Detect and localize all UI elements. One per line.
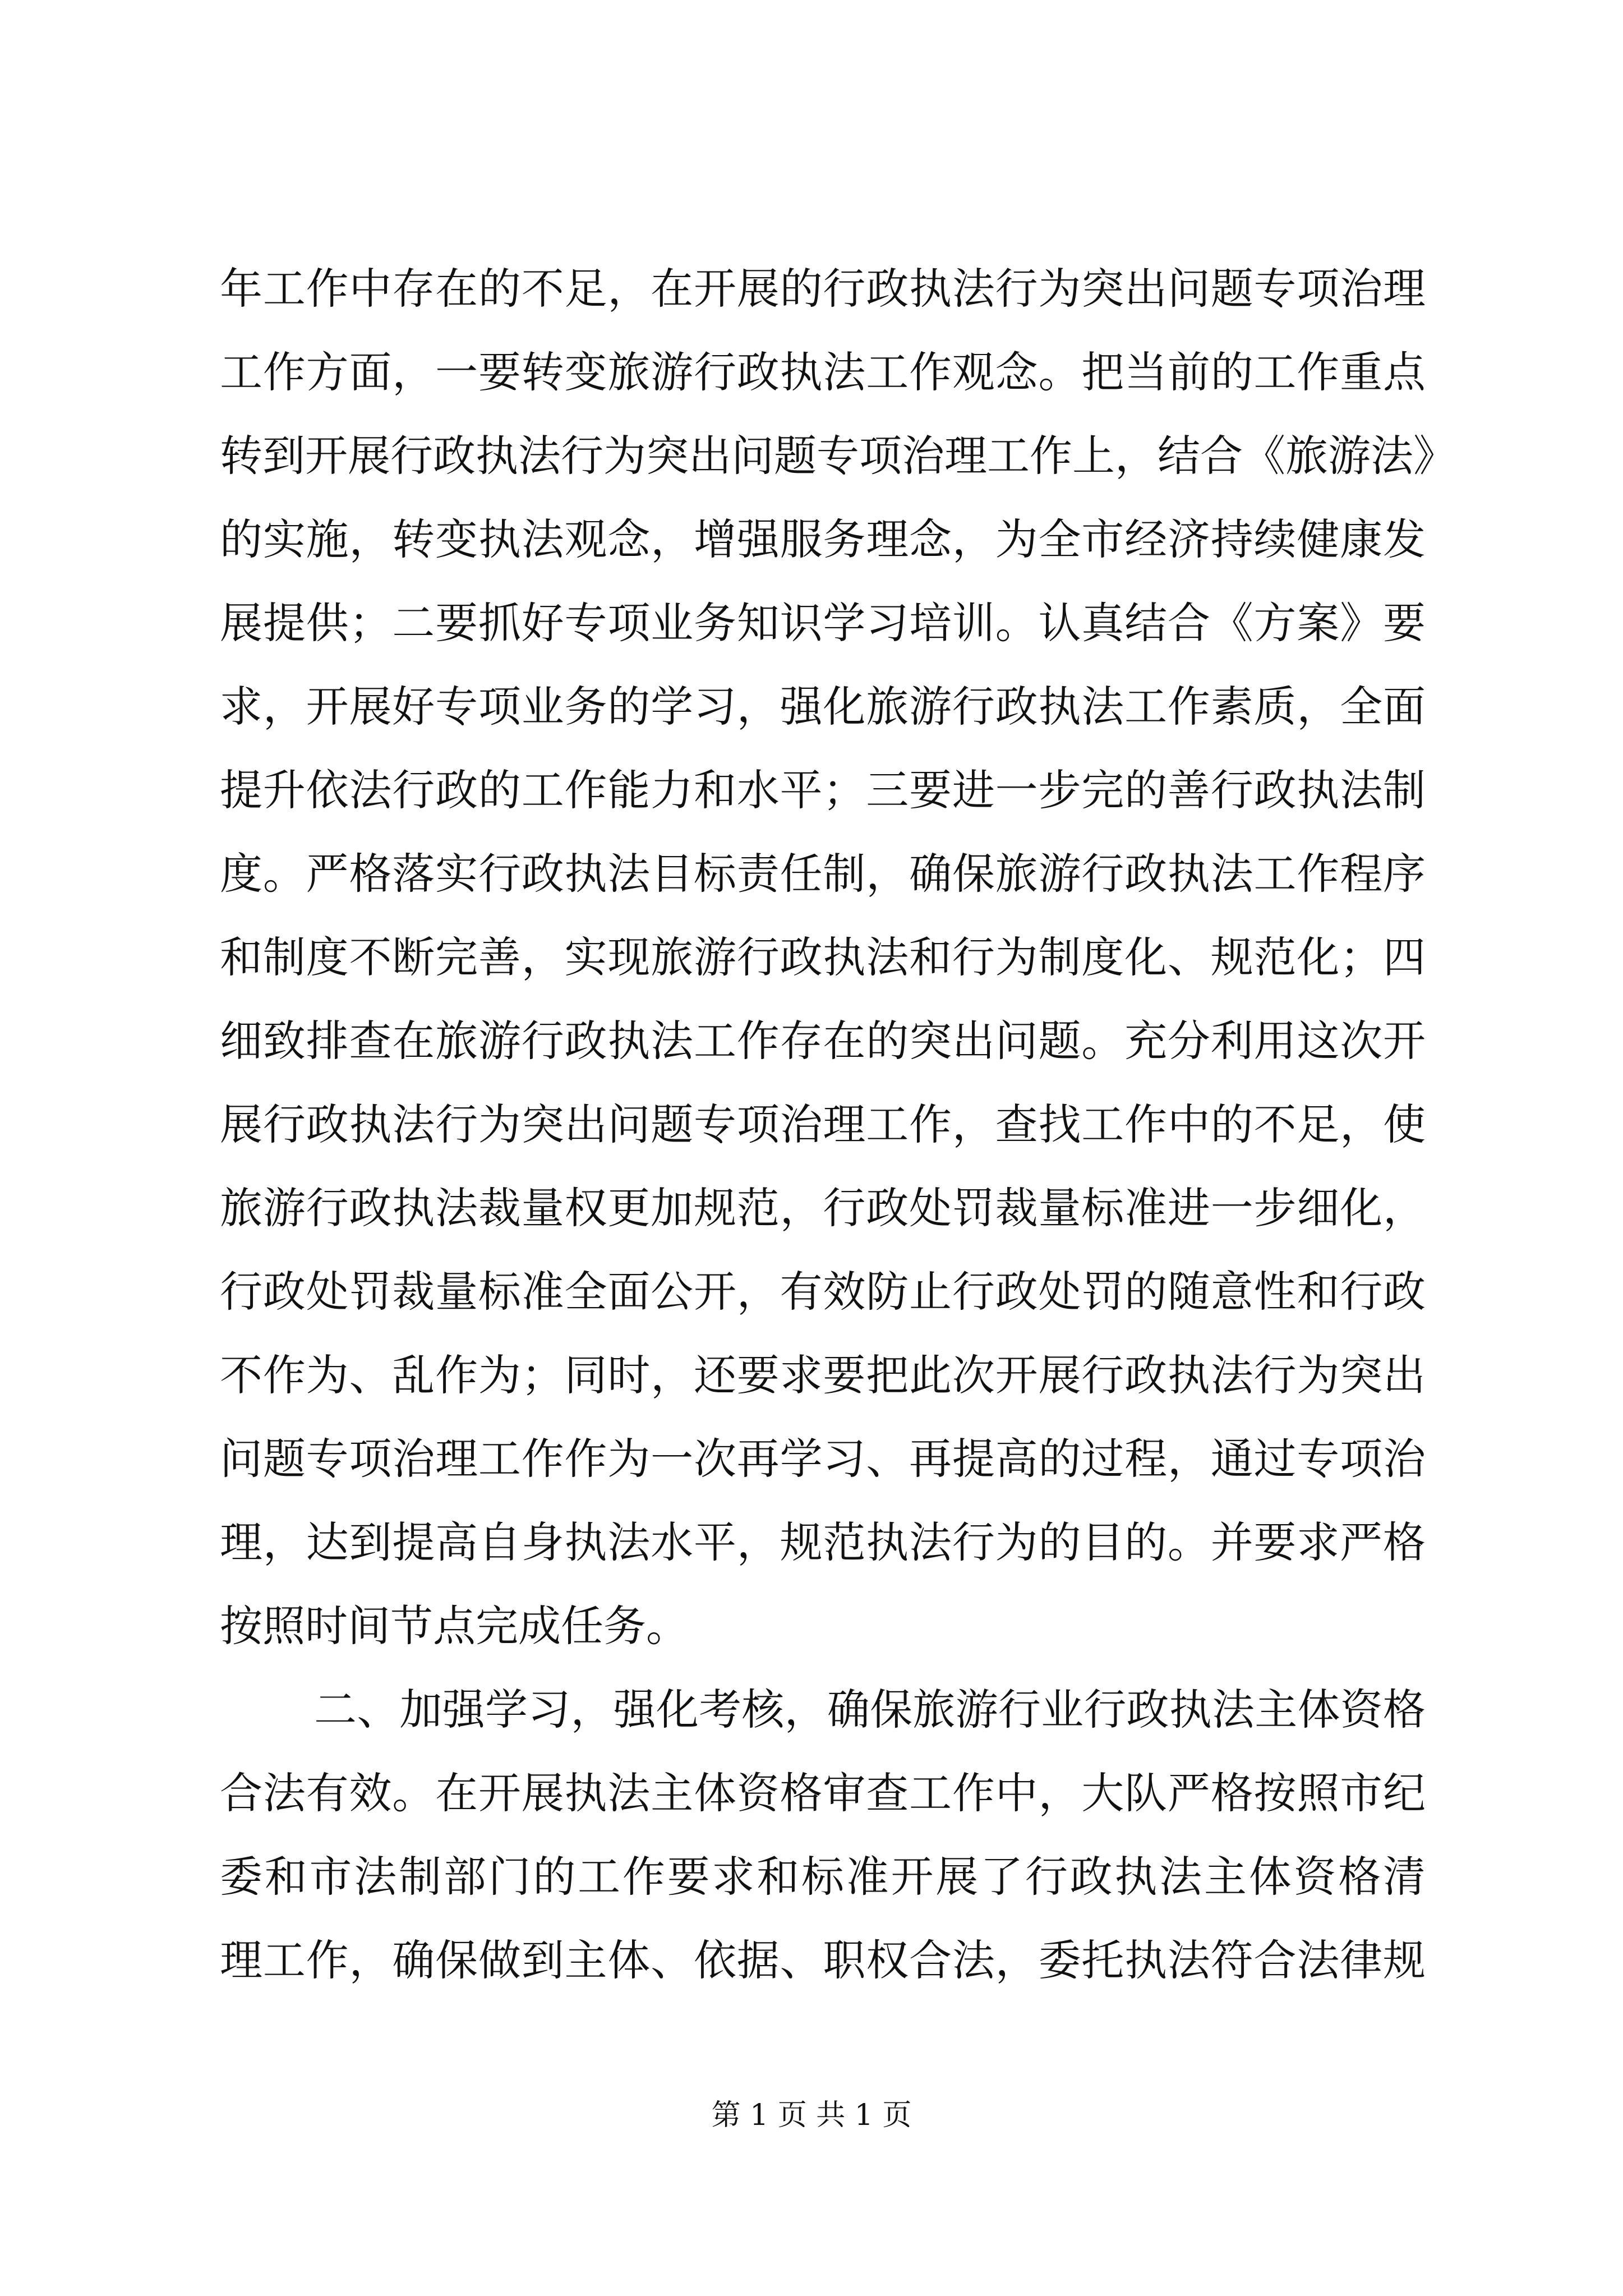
paragraph-end-line: 按照时间节点完成任务。 [220, 1601, 689, 1651]
text-line: 和制度不断完善，实现旅游行政执法和行为制度化、规范化；四 [220, 932, 1426, 982]
text-line: 理工作，确保做到主体、依据、职权合法，委托执法符合法律规 [220, 1935, 1426, 1985]
text-line: 细致排查在旅游行政执法工作存在的突出问题。充分利用这次开 [220, 1016, 1426, 1066]
text-line: 问题专项治理工作作为一次再学习、再提高的过程，通过专项治 [220, 1434, 1426, 1484]
text-line: 度。严格落实行政执法目标责任制，确保旅游行政执法工作程序 [220, 849, 1426, 899]
text-line: 工作方面，一要转变旅游行政执法工作观念。把当前的工作重点 [220, 347, 1426, 397]
text-line: 旅游行政执法裁量权更加规范，行政处罚裁量标准进一步细化， [220, 1183, 1426, 1233]
text-line: 求，开展好专项业务的学习，强化旅游行政执法工作素质，全面 [220, 682, 1426, 731]
text-line: 理，达到提高自身执法水平，规范执法行为的目的。并要求严格 [220, 1517, 1426, 1567]
text-line: 展提供；二要抓好专项业务知识学习培训。认真结合《方案》要 [220, 598, 1426, 648]
document-body [220, 247, 1456, 2002]
text-line: 委和市法制部门的工作要求和标准开展了行政执法主体资格清 [220, 1852, 1426, 1902]
text-line: 年工作中存在的不足，在开展的行政执法行为突出问题专项治理 [220, 264, 1426, 314]
text-line: 的实施，转变执法观念，增强服务理念，为全市经济持续健康发 [220, 514, 1426, 564]
text-line: 不作为、乱作为；同时，还要求要把此次开展行政执法行为突出 [220, 1350, 1426, 1400]
text-line: 转到开展行政执法行为突出问题专项治理工作上，结合《旅游法》 [220, 431, 1456, 481]
text-line: 合法有效。在开展执法主体资格审查工作中，大队严格按照市纪 [220, 1768, 1426, 1818]
text-line: 行政处罚裁量标准全面公开，有效防止行政处罚的随意性和行政 [220, 1267, 1426, 1317]
page-footer [0, 2096, 1623, 2135]
section-heading-line: 二、加强学习，强化考核，确保旅游行业行政执法主体资格 [314, 1685, 1426, 1734]
text-line: 提升依法行政的工作能力和水平；三要进一步完的善行政执法制 [220, 765, 1426, 815]
text-line: 展行政执法行为突出问题专项治理工作，查找工作中的不足，使 [220, 1099, 1426, 1149]
page-number: 第 1 页 共 1 页 [711, 2099, 912, 2132]
